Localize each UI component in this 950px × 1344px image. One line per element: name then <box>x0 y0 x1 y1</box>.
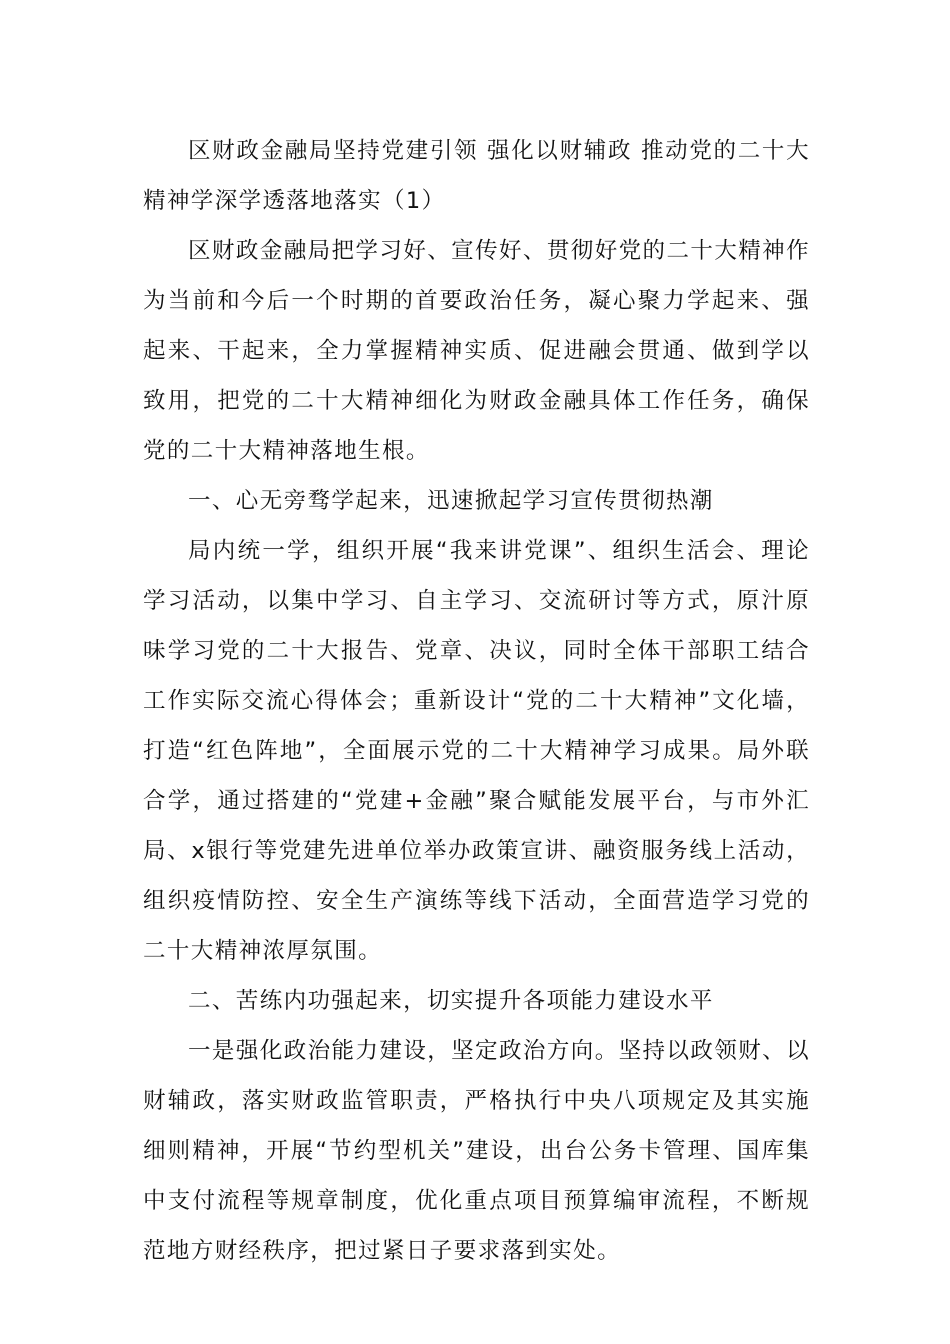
section-heading-1: 一、心无旁骛学起来，迅速掀起学习宣传贯彻热潮 <box>188 488 714 514</box>
section-2-paragraph-1: 一是强化政治能力建设，坚定政治方向。坚持以政领财、以财辅政，落实财政监管职责，严格执行中央八项规定及其实施细则精神，开展“节约型机关”建设，出台公务卡管理、国库集中支付流程等规章制度，优化重点项目预算编审流程，不断规范地方财经秩序，把过紧日子要求落到实处。 <box>143 1038 810 1264</box>
section-heading-2: 二、苦练内功强起来，切实提升各项能力建设水平 <box>188 988 714 1014</box>
intro-paragraph: 区财政金融局把学习好、宣传好、贯彻好党的二十大精神作为当前和今后一个时期的首要政治任务，凝心聚力学起来、强起来、干起来，全力掌握精神实质、促进融会贯通、做到学以致用，把党的二十大精神细化为财政金融具体工作任务，确保党的二十大精神落地生根。 <box>143 238 810 464</box>
document-title: 区财政金融局坚持党建引领 强化以财辅政 推动党的二十大精神学深学透落地落实（1） <box>143 138 810 214</box>
section-1-paragraph: 局内统一学，组织开展“我来讲党课”、组织生活会、理论学习活动，以集中学习、自主学习、交流研讨等方式，原汁原味学习党的二十大报告、党章、决议，同时全体干部职工结合工作实际交流心得体会；重新设计“党的二十大精神”文化墙，打造“红色阵地”，全面展示党的二十大精神学习成果。局外联合学，通过搭建的“党建+金融”聚合赋能发展平台，与市外汇局、x银行等党建先进单位举办政策宣讲、融资服务线上活动，组织疫情防控、安全生产演练等线下活动，全面营造学习党的二十大精神浓厚氛围。 <box>143 538 810 964</box>
